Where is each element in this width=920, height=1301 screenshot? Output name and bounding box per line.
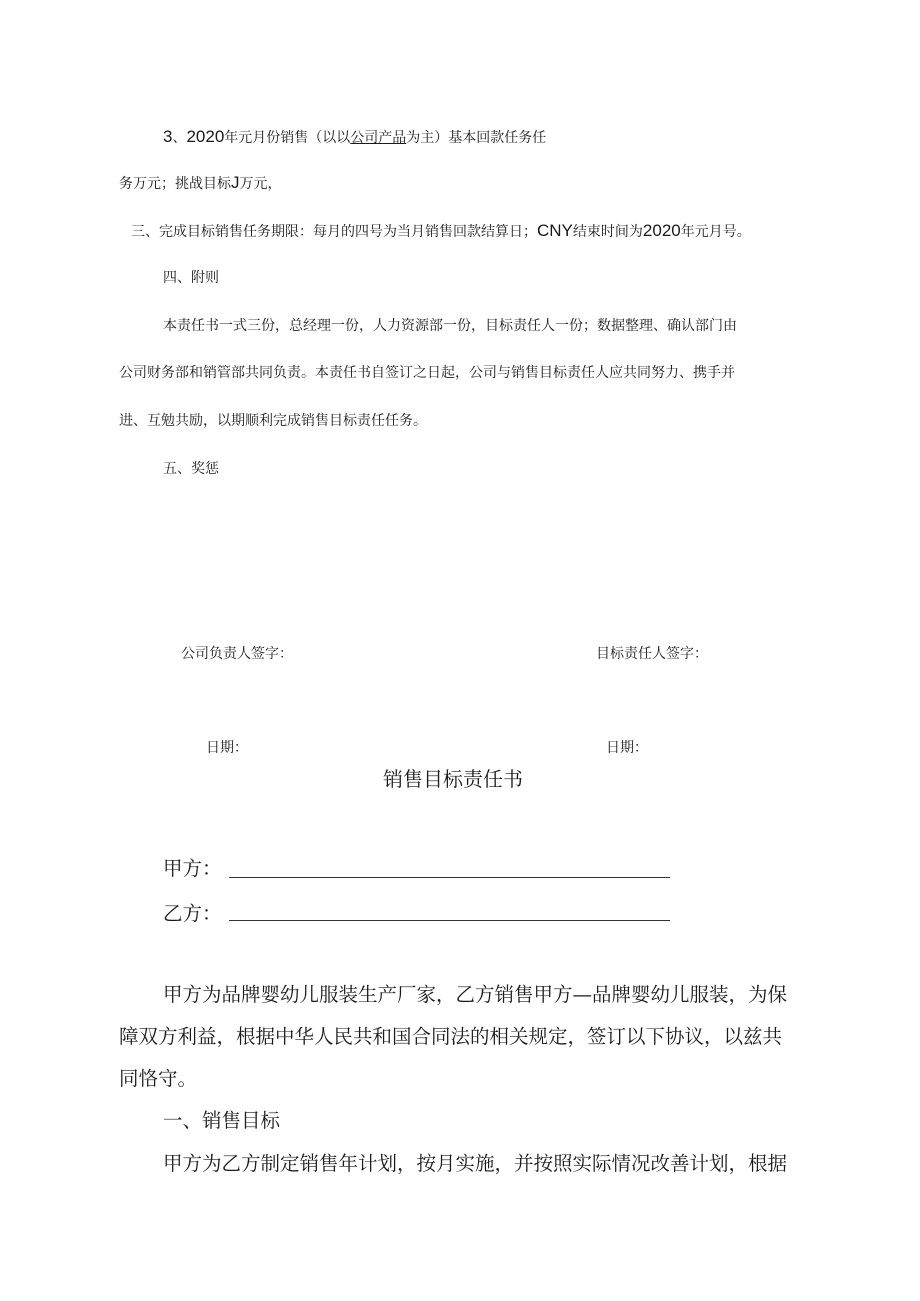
date-label-left: 日期： <box>206 740 248 756</box>
intro-paragraph-line-2: 障双方利益，根据中华人民共和国合同法的相关规定，签订以下协议，以兹共 <box>119 1025 783 1048</box>
company-signature-label: 公司负责人签字： <box>181 646 293 662</box>
appendix-paragraph-line-2: 公司财务部和销管部共同负责。本责任书自签订之日起，公司与销售目标责任人应共同努力、携手并 <box>119 365 735 381</box>
appendix-paragraph-line-3: 进、互勉共励，以期顺利完成销售目标责任任务。 <box>119 413 427 429</box>
party-a-blank-line <box>229 877 670 878</box>
intro-paragraph-line-1: 甲方为品牌婴幼儿服装生产厂家，乙方销售甲方—品牌婴幼儿服装，为保 <box>163 983 788 1006</box>
party-b-blank-line <box>229 920 670 921</box>
section-1-heading: 一、销售目标 <box>163 1109 281 1132</box>
section-4-heading: 四、附则 <box>163 270 219 286</box>
intro-paragraph-line-3: 同恪守。 <box>119 1067 198 1090</box>
date-label-right: 日期： <box>606 740 648 756</box>
deadline-clause: 三、完成目标销售任务期限：每月的四号为当月销售回款结算日；CNY结束时间为2020年元月号。 <box>131 221 751 240</box>
party-a-label: 甲方： <box>163 857 222 880</box>
target-person-signature-label: 目标责任人签字： <box>596 646 708 662</box>
party-b-label: 乙方： <box>163 902 222 925</box>
target-amount-line: 务万元；挑战目标J万元， <box>119 173 282 192</box>
appendix-paragraph-line-1: 本责任书一式三份，总经理一份，人力资源部一份，目标责任人一份；数据整理、确认部门由 <box>163 318 737 334</box>
clause-3-line: 3、2020年元月份销售（以以公司产品为主）基本回款任务任 <box>163 127 547 146</box>
section-5-heading: 五、奖惩 <box>163 461 219 477</box>
document-title: 销售目标责任书 <box>383 767 523 791</box>
section-1-text: 甲方为乙方制定销售年计划，按月实施，并按照实际情况改善计划，根据 <box>163 1152 788 1175</box>
company-products-text: 公司产品 <box>350 130 407 146</box>
